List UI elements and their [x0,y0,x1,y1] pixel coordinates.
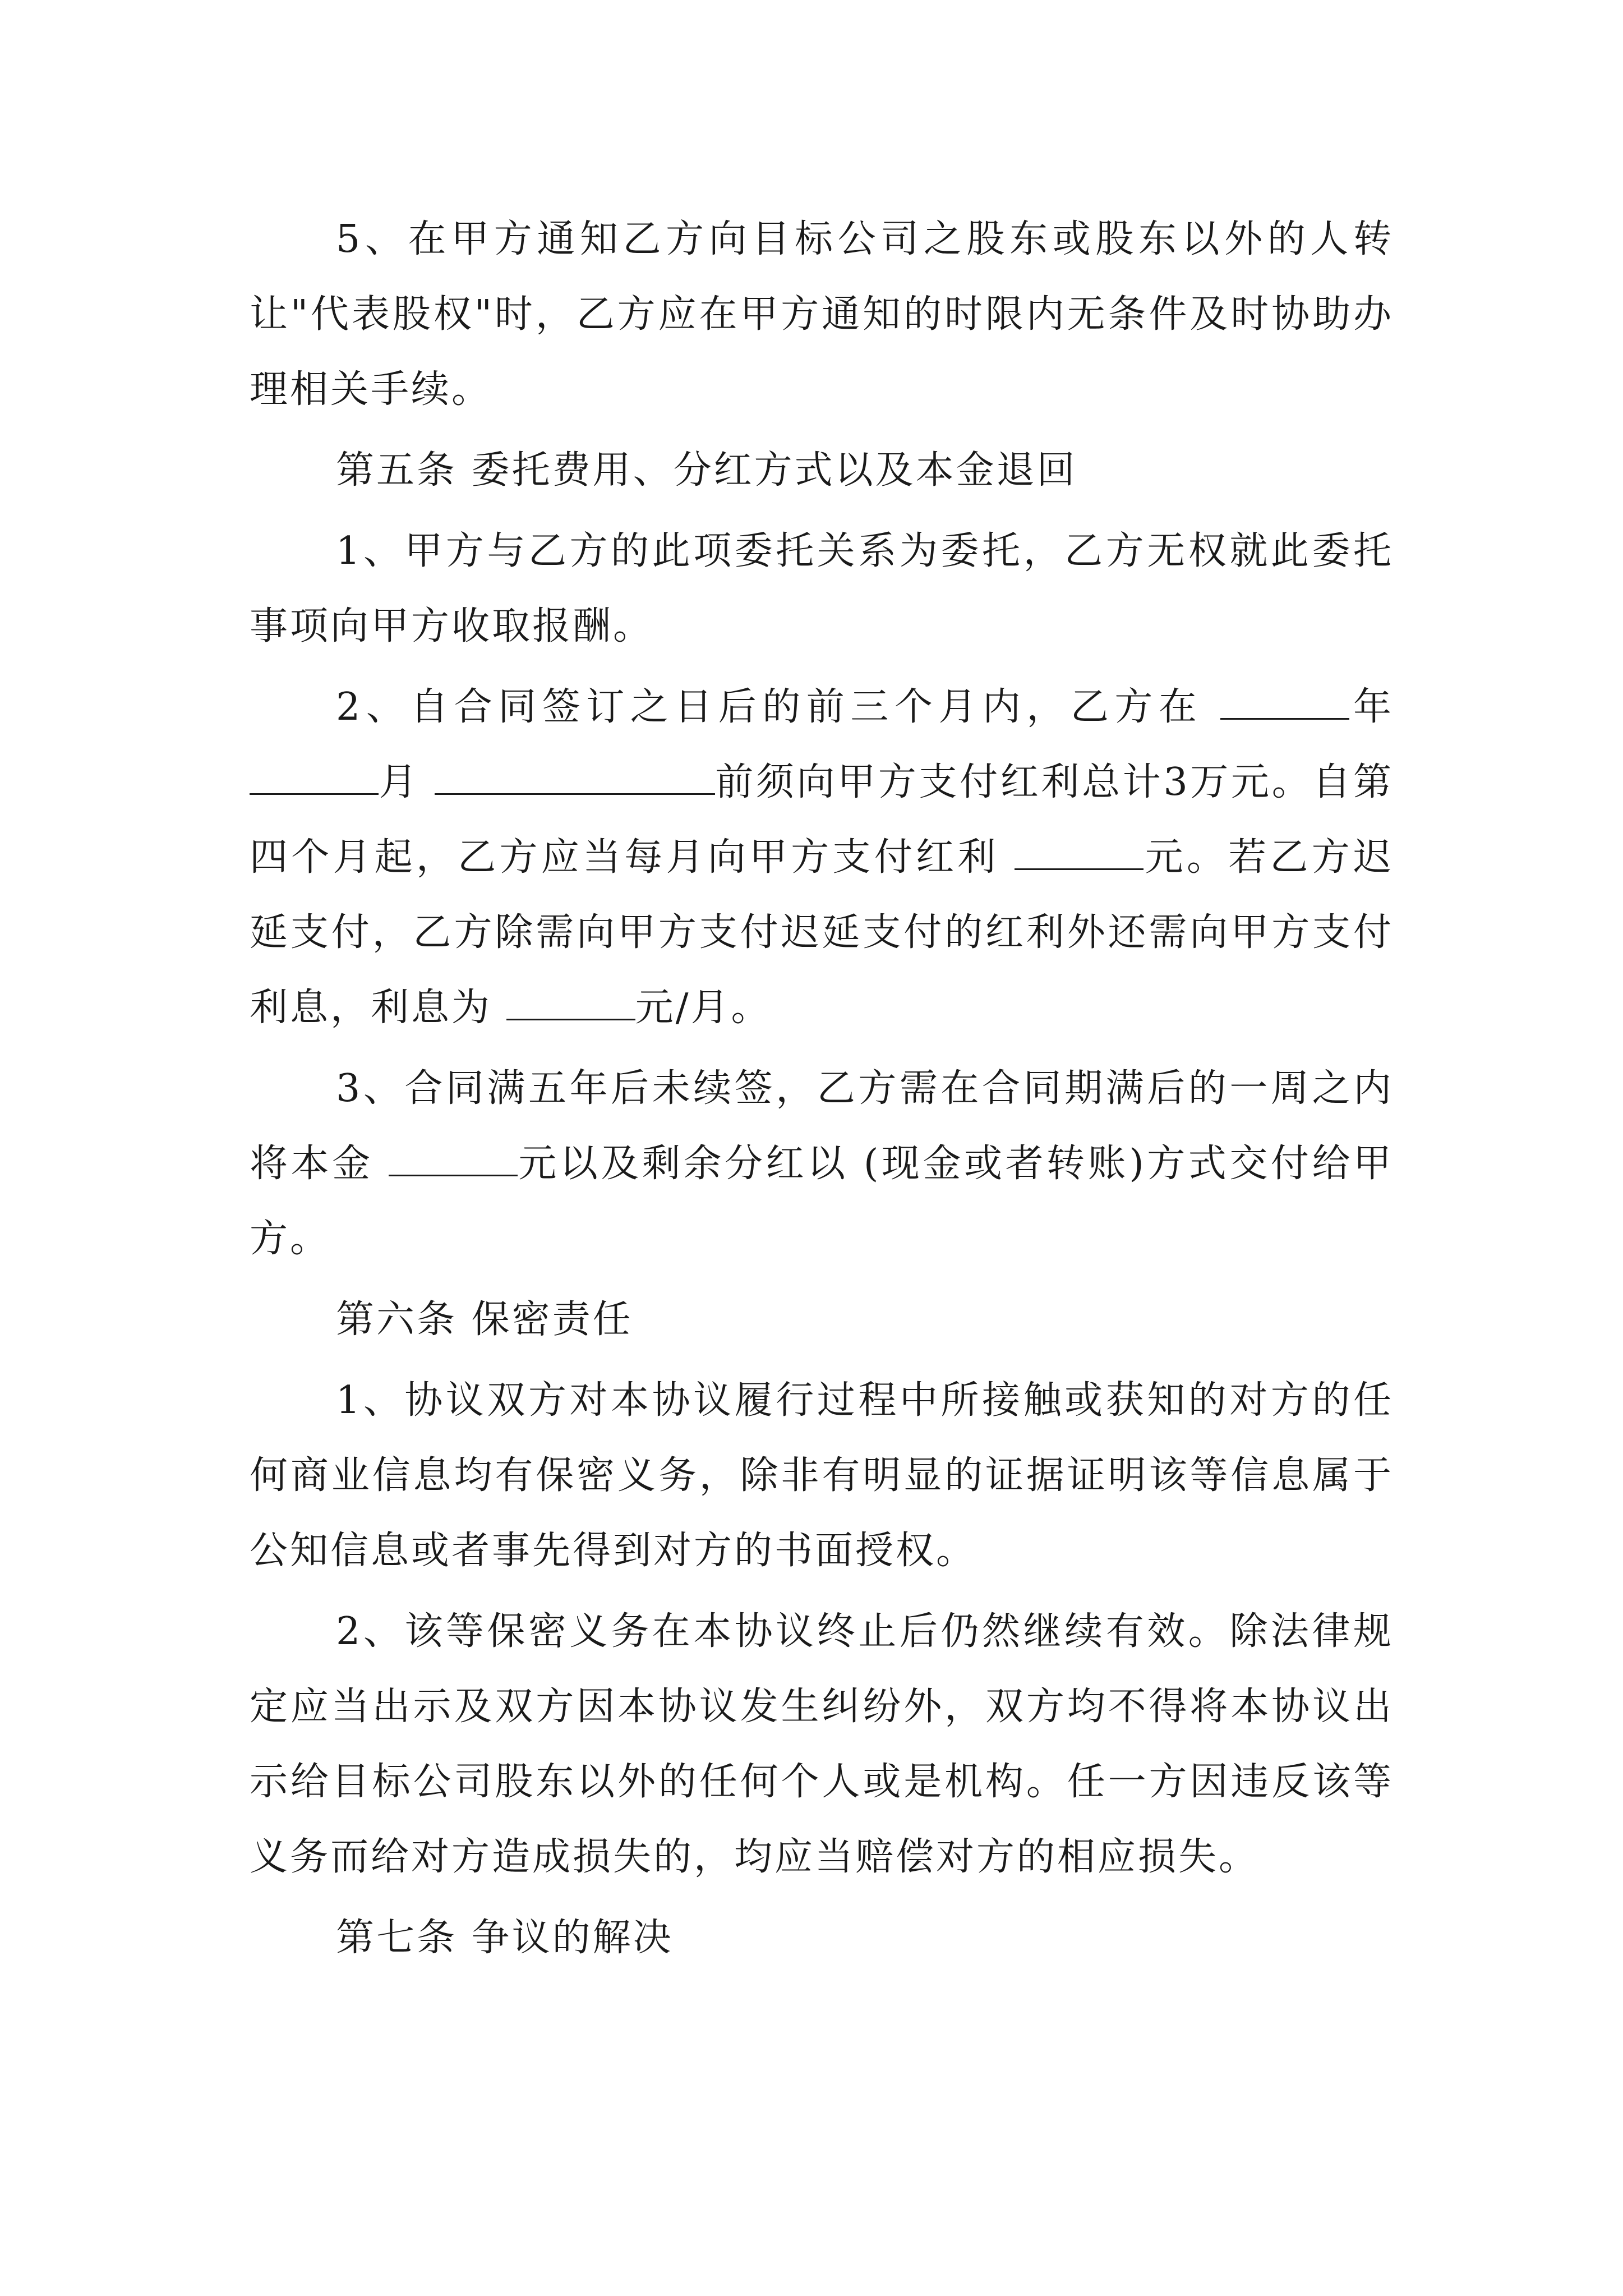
article-7-heading: 第七条 争议的解决 [336,1916,674,1960]
clause-5-item-3 [250,1051,1394,1277]
principal-blank [389,1141,518,1176]
clause-6-item-2: 2、该等保密义务在本协议终止后仍然继续有效。除法律规定应当出示及双方因本协议发生纠纷外，双方均不得将本协议出示给目标公司股东以外的任何个人或是机构。任一方因违反该等义务而给对方造成损失的，均应当赔偿对方的相应损失。 [250,1609,1394,1879]
clause-5-item-3-text-b: 元以及剩余分红以 (现金或者转账)方式交付给甲方。 [250,1142,1394,1261]
clause-4-item-5: 5、在甲方通知乙方向目标公司之股东或股东以外的人转让"代表股权"时，乙方应在甲方通知的时限内无条件及时协助办理相关手续。 [250,217,1394,412]
article-6-heading: 第六条 保密责任 [336,1297,633,1342]
clause-5-item-2-text-a: 2、自合同签订之日后的前三个月内，乙方在 [336,685,1221,729]
clause-5-item-2-text-c: 月 [379,760,435,804]
clause-5-item-3-text-a: 3、合同满五年后未续签，乙方需在合同期满后的一周之内将本金 [250,1066,1394,1186]
clause-5-item-2-text-f: 元/月。 [635,986,772,1030]
document-page [250,202,1394,1981]
year-blank [1220,684,1349,720]
monthly-dividend-blank [1015,835,1144,870]
article-5-heading: 第五条 委托费用、分红方式以及本金退回 [336,448,1077,493]
month-blank [250,760,379,795]
clause-6-item-1: 1、协议双方对本协议履行过程中所接触或获知的对方的任何商业信息均有保密义务，除非有明显的证据证明该等信息属于公知信息或者事先得到对方的书面授权。 [250,1378,1394,1573]
clause-5-item-2-text-b: 年 [1349,685,1394,729]
day-blank [435,760,715,795]
interest-blank [506,985,635,1020]
clause-5-item-2-text-d: 前须向甲方支付红利总计3万元。自第四个月起，乙方应当每月向甲方支付红利 [250,760,1394,880]
clause-5-item-2 [250,670,1394,1046]
clause-5-item-1: 1、甲方与乙方的此项委托关系为委托，乙方无权就此委托事项向甲方收取报酬。 [250,529,1394,648]
clause-5-item-2-text-e: 元。若乙方迟延支付，乙方除需向甲方支付迟延支付的红利外还需向甲方支付利息，利息为 [250,835,1394,1030]
